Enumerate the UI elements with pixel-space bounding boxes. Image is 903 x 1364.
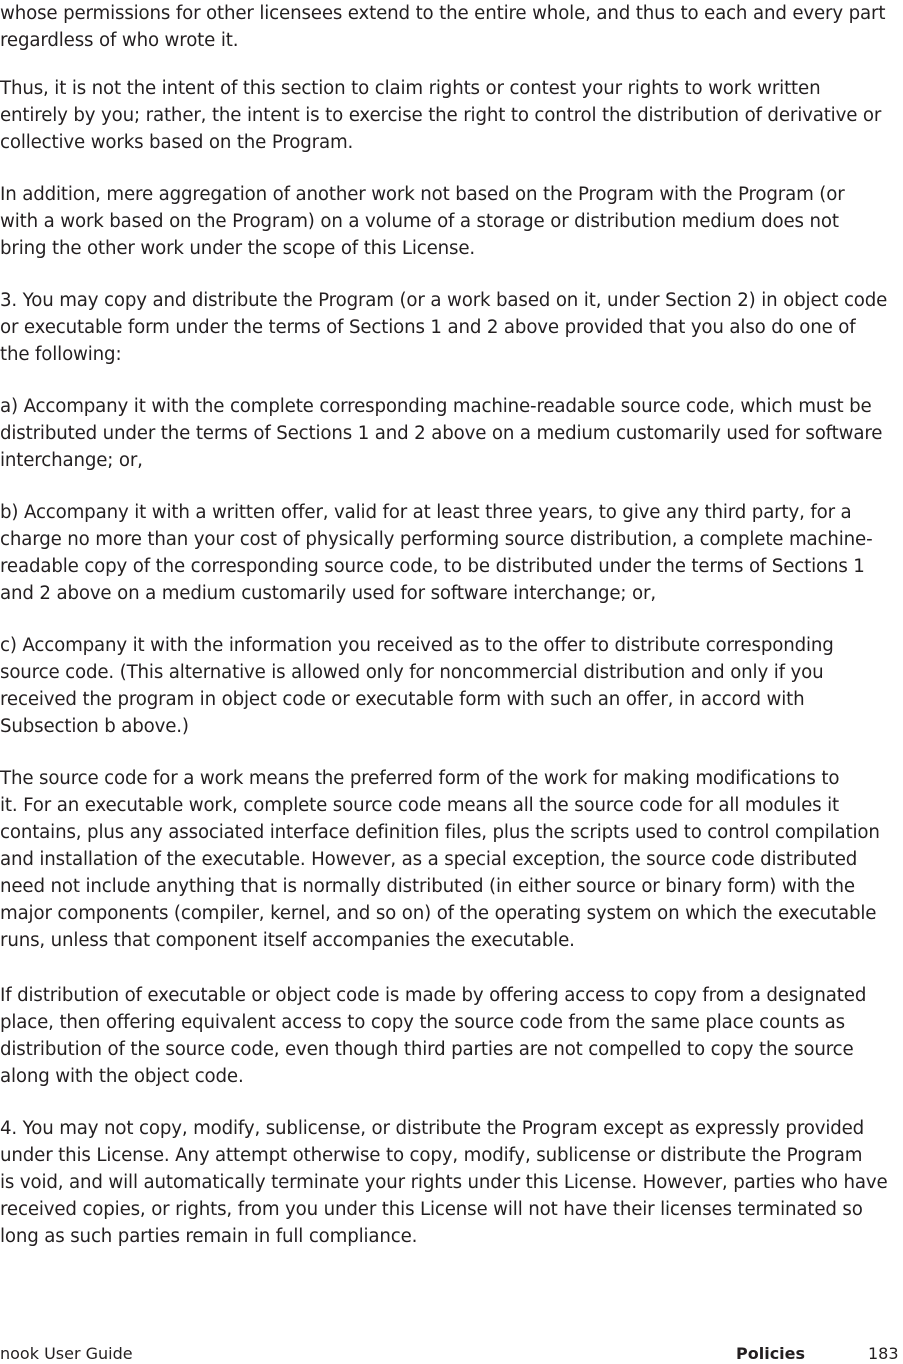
paragraph-designated-place: If distribution of executable or object code is made by offering access to copy from a designated place, then offering equivalent access to copy the source code from the same place counts as distribution of the source code, even though third parties are not compelled to copy the source along with the object code. <box>0 985 867 1087</box>
footer-page-number: 183 <box>868 1344 899 1363</box>
paragraph-mere-aggregation: In addition, mere aggregation of another work not based on the Program with the Program (or with a work based on the Program) on a volume of a storage or distribution medium does not bring the other work under the scope of this License. <box>0 184 845 259</box>
paragraph-intent-of-section: Thus, it is not the intent of this section to claim rights or contest your rights to work written entirely by you; rather, the intent is to exercise the right to control the distribution of derivative or collective works based on the Program. <box>0 78 882 153</box>
page-footer <box>0 1344 903 1364</box>
paragraph-permissions-whole: whose permissions for other licensees extend to the entire whole, and thus to each and every part regardless of who wrote it. <box>0 3 886 51</box>
paragraph-section-3: 3. You may copy and distribute the Program (or a work based on it, under Section 2) in object code or executable form under the terms of Sections 1 and 2 above provided that you also do one of the following: <box>0 290 888 365</box>
paragraph-source-code-definition: The source code for a work means the preferred form of the work for making modifications to it. For an executable work, complete source code means all the source code for all modules it contains, plus any associated interface definition files, plus the scripts used to control compilation and installation of the executable. However, as a special exception, the source code distributed need not include anything that is normally distributed (in either source or binary form) with the major components (compiler, kernel, and so on) of the operating system on which the executable runs, unless that component itself accompanies the executable. <box>0 768 880 951</box>
paragraph-option-c: c) Accompany it with the information you received as to the offer to distribute corresponding source code. (This alternative is allowed only for noncommercial distribution and only if you received the program in object code or executable form with such an offer, in accord with Subsection b above.) <box>0 635 834 737</box>
footer-section-name: Policies <box>736 1344 806 1363</box>
paragraph-section-4: 4. You may not copy, modify, sublicense, or distribute the Program except as expressly provided under this License. Any attempt otherwise to copy, modify, sublicense or distribute the Program is void, and will automatically terminate your rights under this License. However, parties who have received copies, or rights, from you under this License will not have their licenses terminated so long as such parties remain in full compliance. <box>0 1118 888 1247</box>
paragraph-option-a: a) Accompany it with the complete corresponding machine-readable source code, which must be distributed under the terms of Sections 1 and 2 above on a medium customarily used for software interchange; or, <box>0 396 883 471</box>
footer-guide-title: nook User Guide <box>0 1344 133 1363</box>
paragraph-option-b: b) Accompany it with a written offer, valid for at least three years, to give any third party, for a charge no more than your cost of physically performing source distribution, a complete machine- readable copy of the corresponding source code, to be distributed under the terms of Sections 1 and 2 above on a medium customarily used for software interchange; or, <box>0 502 873 604</box>
